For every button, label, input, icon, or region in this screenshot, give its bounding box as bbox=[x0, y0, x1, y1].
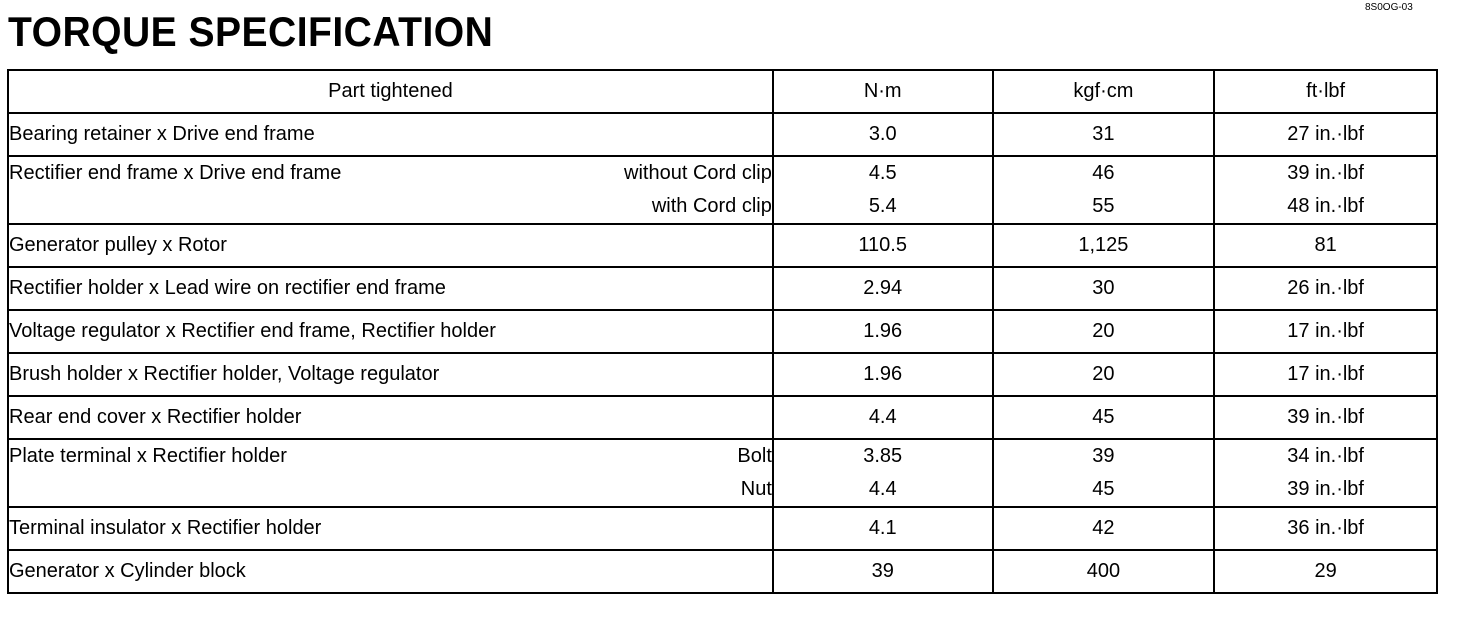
ft-cell: 36 in.·lbf bbox=[1214, 507, 1437, 550]
nm-value: 4.5 bbox=[868, 162, 897, 184]
kgf-cell bbox=[993, 439, 1215, 507]
header-part: Part tightened bbox=[8, 70, 773, 113]
torque-spec-table bbox=[7, 69, 1438, 594]
ft-cell: 27 in.·lbf bbox=[1214, 113, 1437, 156]
part-name: Plate terminal x Rectifier holder bbox=[9, 445, 287, 467]
kgf-cell bbox=[993, 156, 1215, 224]
ft-cell: 29 bbox=[1214, 550, 1437, 593]
table-row bbox=[8, 353, 1437, 396]
table-row bbox=[8, 439, 1437, 507]
part-cell: Bearing retainer x Drive end frame bbox=[8, 113, 773, 156]
kgf-cell: 30 bbox=[993, 267, 1215, 310]
part-cell: Brush holder x Rectifier holder, Voltage regulator bbox=[8, 353, 773, 396]
ft-value: 48 in.·lbf bbox=[1287, 195, 1364, 217]
header-nm: N·m bbox=[773, 70, 993, 113]
ft-cell: 17 in.·lbf bbox=[1214, 353, 1437, 396]
kgf-cell: 20 bbox=[993, 310, 1215, 353]
nm-cell: 1.96 bbox=[773, 310, 993, 353]
kgf-cell: 42 bbox=[993, 507, 1215, 550]
kgf-value: 39 bbox=[1092, 445, 1115, 467]
nm-cell: 4.1 bbox=[773, 507, 993, 550]
part-cell: Voltage regulator x Rectifier end frame, Rectifier holder bbox=[8, 310, 773, 353]
nm-cell: 4.4 bbox=[773, 396, 993, 439]
kgf-cell: 400 bbox=[993, 550, 1215, 593]
kgf-cell: 1,125 bbox=[993, 224, 1215, 267]
table-row bbox=[8, 310, 1437, 353]
part-name: Rectifier end frame x Drive end frame bbox=[9, 162, 342, 184]
condition-label: Nut bbox=[740, 478, 772, 500]
nm-cell: 2.94 bbox=[773, 267, 993, 310]
nm-cell: 1.96 bbox=[773, 353, 993, 396]
kgf-value: 45 bbox=[1092, 478, 1115, 500]
nm-cell: 110.5 bbox=[773, 224, 993, 267]
nm-cell bbox=[773, 439, 993, 507]
ft-cell bbox=[1214, 156, 1437, 224]
header-row bbox=[8, 70, 1437, 113]
table-row bbox=[8, 550, 1437, 593]
kgf-value: 55 bbox=[1092, 195, 1115, 217]
ft-value: 34 in.·lbf bbox=[1287, 445, 1364, 467]
table-row bbox=[8, 396, 1437, 439]
page-title: TORQUE SPECIFICATION bbox=[8, 8, 494, 55]
nm-cell bbox=[773, 156, 993, 224]
condition-label: with Cord clip bbox=[651, 195, 772, 217]
nm-value: 3.85 bbox=[863, 445, 903, 467]
kgf-cell: 20 bbox=[993, 353, 1215, 396]
table-row bbox=[8, 267, 1437, 310]
part-cell: Generator pulley x Rotor bbox=[8, 224, 773, 267]
part-cell bbox=[8, 156, 773, 224]
ft-cell bbox=[1214, 439, 1437, 507]
kgf-value: 46 bbox=[1092, 162, 1115, 184]
ft-value: 39 in.·lbf bbox=[1287, 478, 1364, 500]
part-cell: Rear end cover x Rectifier holder bbox=[8, 396, 773, 439]
table-row bbox=[8, 224, 1437, 267]
ft-cell: 26 in.·lbf bbox=[1214, 267, 1437, 310]
kgf-cell: 31 bbox=[993, 113, 1215, 156]
header-kgf: kgf·cm bbox=[993, 70, 1215, 113]
ft-cell: 39 in.·lbf bbox=[1214, 396, 1437, 439]
condition-label: without Cord clip bbox=[624, 162, 772, 184]
nm-cell: 39 bbox=[773, 550, 993, 593]
table-row bbox=[8, 507, 1437, 550]
part-cell: Generator x Cylinder block bbox=[8, 550, 773, 593]
nm-value: 4.4 bbox=[868, 478, 897, 500]
ft-value: 39 in.·lbf bbox=[1287, 162, 1364, 184]
part-cell: Terminal insulator x Rectifier holder bbox=[8, 507, 773, 550]
document-code: 8S0OG-03 bbox=[1365, 2, 1413, 13]
ft-cell: 81 bbox=[1214, 224, 1437, 267]
condition-label: Bolt bbox=[737, 445, 772, 467]
part-cell bbox=[8, 439, 773, 507]
nm-value: 5.4 bbox=[868, 195, 897, 217]
part-cell: Rectifier holder x Lead wire on rectifier end frame bbox=[8, 267, 773, 310]
table-row bbox=[8, 113, 1437, 156]
ft-cell: 17 in.·lbf bbox=[1214, 310, 1437, 353]
kgf-cell: 45 bbox=[993, 396, 1215, 439]
nm-cell: 3.0 bbox=[773, 113, 993, 156]
table-row bbox=[8, 156, 1437, 224]
header-ft: ft·lbf bbox=[1214, 70, 1437, 113]
